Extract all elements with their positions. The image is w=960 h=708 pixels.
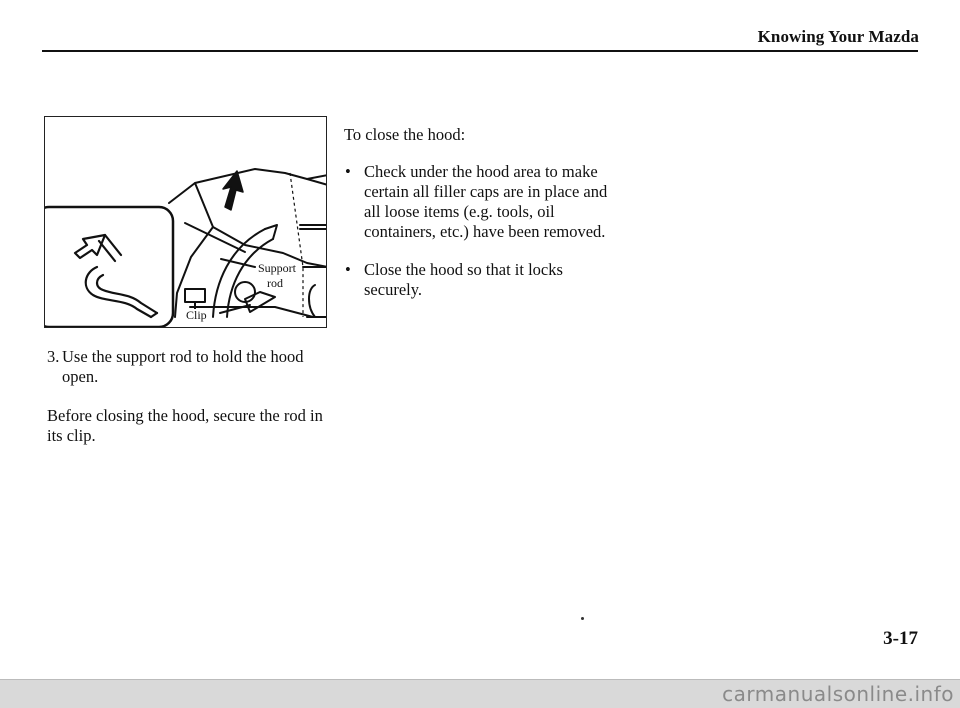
- bullet-icon: •: [345, 162, 351, 181]
- closing-note-paragraph: Before closing the hood, secure the rod in its clip.: [47, 406, 323, 445]
- close-hood-steps: [343, 162, 643, 300]
- support-callout-label: Support: [258, 261, 297, 275]
- print-speck: [581, 617, 584, 620]
- watermark-text: carmanualsonline.info: [722, 682, 954, 706]
- illustration-drawing: [45, 117, 327, 328]
- step-text: Use the support rod to hold the hood open.: [62, 347, 304, 386]
- close-hood-heading: To close the hood:: [344, 125, 466, 144]
- header-rule: [42, 50, 918, 52]
- bullet-text: Close the hood so that it locks securely.: [364, 260, 563, 299]
- running-header-title: Knowing Your Mazda: [757, 27, 919, 46]
- step-3: [47, 347, 337, 387]
- clip-callout-label: Clip: [186, 308, 207, 322]
- bullet-icon: •: [345, 260, 351, 279]
- list-item: [343, 162, 643, 242]
- page-number: 3-17: [883, 628, 918, 649]
- hood-support-rod-illustration: [44, 116, 327, 328]
- rod-callout-label: rod: [267, 276, 283, 290]
- step-number: 3.: [47, 347, 60, 366]
- left-column-text: [47, 347, 337, 446]
- bullet-text: Check under the hood area to make certain all filler caps are in place and all loose items (e.g. tools, oil containers, etc.) have been removed.: [364, 162, 608, 241]
- right-column-text: [343, 125, 643, 318]
- list-item: [343, 260, 643, 300]
- footer-strip: [0, 679, 960, 708]
